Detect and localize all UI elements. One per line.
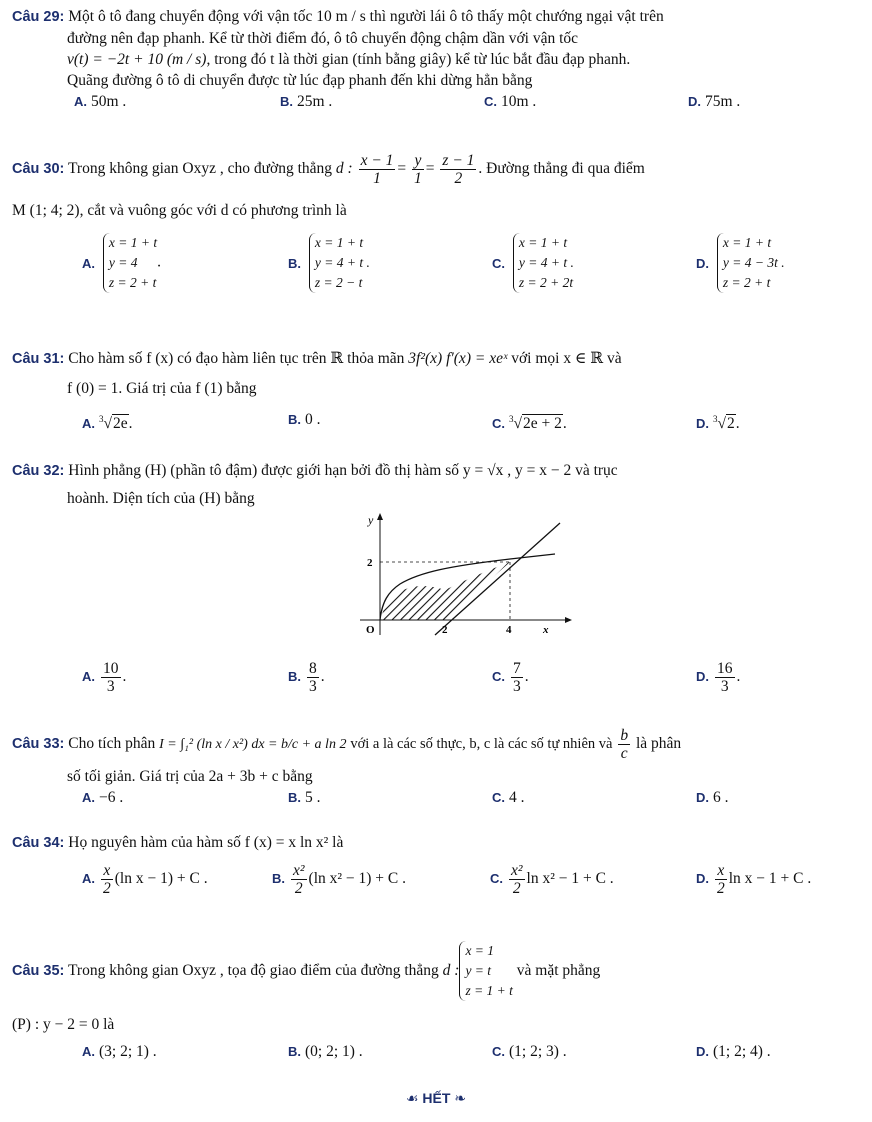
question-number: Câu 34: bbox=[12, 835, 65, 851]
question-31 bbox=[12, 348, 860, 431]
question-text: . Đường thẳng đi qua điểm bbox=[478, 160, 645, 177]
end-marker: ☙ HẾT ❧ bbox=[405, 1090, 467, 1106]
question-text: (P) : y − 2 = 0 là bbox=[12, 1016, 115, 1033]
option-a[interactable]: A. 50m . bbox=[74, 93, 127, 110]
question-32 bbox=[12, 460, 860, 509]
option-d[interactable]: D. $\frac{16}{3}$ . bbox=[696, 660, 741, 695]
option-c[interactable]: C. $^3$√2e + 2. bbox=[492, 414, 567, 433]
answer-options bbox=[12, 225, 860, 301]
option-d[interactable]: D. $^3$√2. bbox=[696, 414, 740, 433]
integral: I = ∫₁² (ln x / x²) dx = b/c + a ln 2 bbox=[159, 737, 347, 752]
question-text: là phân bbox=[635, 735, 682, 752]
y-axis-arrow bbox=[377, 513, 383, 520]
option-b[interactable]: B. $\frac{8}{3}$ . bbox=[288, 660, 325, 695]
question-text: Cho hàm số f (x) có đạo hàm liên tục trên ℝ thỏa mãn bbox=[68, 350, 405, 367]
question-30: Câu 30: Trong không gian Oxyz , cho đường thẳng d : $\frac{x - 1}{1}$ = $\frac{y}{1}$ = $\frac{z - 1}{2}$ . Đường thẳng đi qua điểm M (1; 4; 2), cắt và vuông góc với d có phương trình là A. x = 1 + t y = 4 z = 2 + t . B. x = 1 + t y = 4 + t . z = 2 − t C. x = 1 + t y = 4 + t . z = 2 + 2t D. x = 1 + t y = 4 − 3t . z = 2 + t bbox=[12, 148, 860, 301]
option-c[interactable]: C. x = 1 + t y = 4 + t . z = 2 + 2t bbox=[492, 233, 574, 293]
question-34 bbox=[12, 832, 860, 904]
question-35 bbox=[12, 936, 860, 1063]
answer-options bbox=[12, 1041, 860, 1063]
question-text: Quãng đường ô tô di chuyển được từ lúc đạp phanh đến khi dừng hẳn bằng bbox=[67, 72, 533, 89]
question-text: với a là các số thực, b, c là các số tự nhiên và bbox=[350, 736, 613, 752]
answer-options bbox=[12, 660, 860, 700]
question-33 bbox=[12, 724, 860, 809]
answer-options bbox=[12, 787, 860, 809]
option-b[interactable]: B. 5 . bbox=[288, 789, 321, 806]
question-text: Hình phẳng (H) (phần tô đậm) được giới hạn bởi đồ thị hàm số y = √x , y = x − 2 và trục bbox=[68, 462, 618, 479]
question-number: Câu 32: bbox=[12, 463, 65, 479]
answer-options bbox=[12, 91, 860, 113]
origin-label: O bbox=[366, 624, 375, 636]
question-text: và mặt phẳng bbox=[516, 962, 601, 979]
question-text: Họ nguyên hàm của hàm số f (x) = x ln x² là bbox=[68, 834, 344, 851]
answer-options bbox=[12, 409, 860, 431]
question-text: số tối giản. Giá trị của 2a + 3b + c bằng bbox=[67, 768, 313, 785]
fraction: $\frac{y}{1}$ bbox=[414, 151, 422, 187]
tick-label: 4 bbox=[506, 624, 512, 636]
fraction: $\frac{b}{c}$ bbox=[620, 726, 629, 762]
option-b[interactable]: B. (0; 2; 1) . bbox=[288, 1043, 363, 1060]
question-number: Câu 33: bbox=[12, 736, 65, 752]
equation: 3f²(x) f′(x) = xeˣ bbox=[408, 350, 508, 367]
question-number: Câu 29: bbox=[12, 9, 65, 25]
option-d[interactable]: D. 75m . bbox=[688, 93, 741, 110]
option-b[interactable]: B. $\frac{\text{x²}}{2}$ (ln x² − 1) + C . bbox=[272, 862, 407, 897]
option-d[interactable]: D. x = 1 + t y = 4 − 3t . z = 2 + t bbox=[696, 233, 785, 293]
x-axis-label: x bbox=[543, 624, 549, 636]
y-axis-label: y bbox=[368, 513, 374, 527]
region-graph bbox=[340, 510, 580, 640]
line-system: x = 1 y = t z = 1 + t bbox=[459, 941, 512, 1001]
question-text: f (0) = 1. Giá trị của f (1) bằng bbox=[67, 380, 257, 397]
question-29 bbox=[12, 6, 860, 113]
question-text: đường nên đạp phanh. Kể từ thời điểm đó, ô tô chuyển động chậm dần với vận tốc bbox=[67, 30, 579, 47]
question-text: hoành. Diện tích của (H) bằng bbox=[67, 490, 255, 507]
option-c[interactable]: C. $\frac{\text{x²}}{2}$ ln x² − 1 + C . bbox=[490, 862, 614, 897]
option-a[interactable]: A. (3; 2; 1) . bbox=[82, 1043, 157, 1060]
question-text: Trong không gian Oxyz , tọa độ giao điểm của đường thẳng bbox=[68, 962, 439, 979]
line-label: d : bbox=[335, 160, 353, 177]
velocity-formula: v(t) = −2t + 10 (m / s) bbox=[67, 51, 207, 68]
option-d[interactable]: D. $\frac{x}{2}$ ln x − 1 + C . bbox=[696, 862, 812, 897]
option-a[interactable]: A. x = 1 + t y = 4 z = 2 + t . bbox=[82, 233, 161, 293]
question-32-options bbox=[12, 660, 860, 700]
line-label: d : bbox=[442, 962, 460, 979]
question-text: Cho tích phân bbox=[68, 735, 156, 752]
option-c[interactable]: C. $\frac{7}{3}$ . bbox=[492, 660, 529, 695]
question-number: Câu 35: bbox=[12, 963, 65, 979]
line-x-minus-2 bbox=[435, 523, 560, 635]
option-a[interactable]: A. $\frac{x}{2}$ (ln x − 1) + C . bbox=[82, 862, 208, 897]
option-a[interactable]: A. $\frac{10}{3}$ . bbox=[82, 660, 127, 695]
fraction: $\frac{z - 1}{2}$ bbox=[442, 151, 475, 187]
option-b[interactable]: B. x = 1 + t y = 4 + t . z = 2 − t bbox=[288, 233, 370, 293]
option-a[interactable]: A. −6 . bbox=[82, 789, 124, 806]
question-text: với mọi x ∈ ℝ và bbox=[511, 350, 622, 367]
option-b[interactable]: B. 0 . bbox=[288, 411, 321, 428]
x-axis-arrow bbox=[565, 617, 572, 623]
answer-options bbox=[12, 862, 860, 904]
option-a[interactable]: A. $^3$√2e. bbox=[82, 414, 133, 433]
option-d[interactable]: D. (1; 2; 4) . bbox=[696, 1043, 771, 1060]
shaded-region bbox=[380, 562, 510, 620]
question-text: Một ô tô đang chuyển động với vận tốc 10 m / s thì người lái ô tô thấy một chướng ngại vật trên bbox=[68, 8, 664, 25]
option-d[interactable]: D. 6 . bbox=[696, 789, 729, 806]
question-number: Câu 31: bbox=[12, 351, 65, 367]
question-text: , trong đó t là thời gian (tính bằng giây) kể từ lúc bắt đầu đạp phanh. bbox=[206, 51, 631, 68]
option-c[interactable]: C. (1; 2; 3) . bbox=[492, 1043, 567, 1060]
fraction: $\frac{x - 1}{1}$ bbox=[360, 151, 394, 187]
option-b[interactable]: B. 25m . bbox=[280, 93, 333, 110]
option-c[interactable]: C. 4 . bbox=[492, 789, 525, 806]
tick-label: 2 bbox=[367, 557, 373, 569]
question-number: Câu 30: bbox=[12, 161, 65, 177]
tick-label: 2 bbox=[442, 624, 448, 636]
option-c[interactable]: C. 10m . bbox=[484, 93, 537, 110]
question-text: Trong không gian Oxyz , cho đường thẳng bbox=[68, 160, 333, 177]
question-text: M (1; 4; 2), cắt và vuông góc với d có phương trình là bbox=[12, 202, 347, 219]
